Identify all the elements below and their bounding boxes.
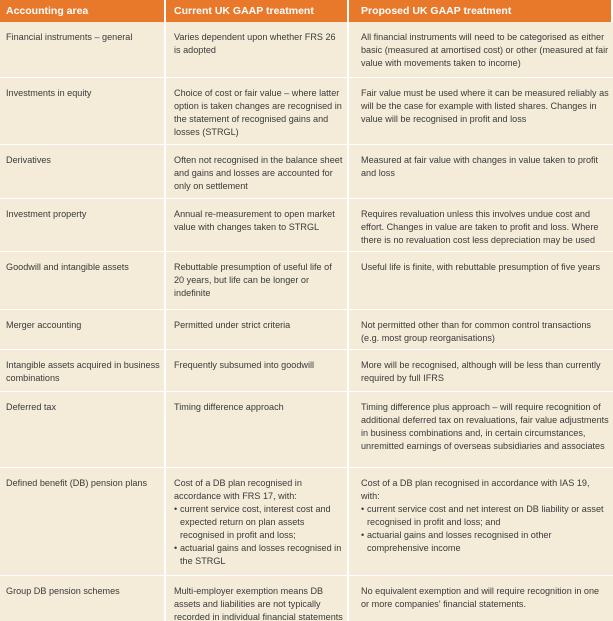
row-area-cell: Goodwill and intangible assets [0,252,166,310]
row-area-cell: Group DB pension schemes [0,576,166,621]
row-area-cell: Derivatives [0,145,166,199]
row-proposed-intro: Cost of a DB plan recognised in accordance with IAS 19, with: [361,478,590,501]
header-proposed-treatment: Proposed UK GAAP treatment [349,0,613,22]
row-proposed-cell: No equivalent exemption and will require recognition in one or more companies' financial statements. [361,586,600,609]
proposed-bullet-list [361,503,609,555]
row-proposed-cell: Requires revaluation unless this involves undue cost and effort. Changes in value are taken to profit and loss. Where there is no revaluation cost less depreciation may be used [349,199,613,252]
row-proposed-cell [349,468,613,576]
row-current-cell: Choice of cost or fair value – where latter option is taken changes are recognised in the statement of recognised gains and losses (STRGL) [166,78,349,145]
row-current-cell [166,468,349,576]
row-proposed-cell: Fair value must be used where it can be measured reliably as will be the case for example with listed shares. Changes in value will be recognised in profit and loss [349,78,613,145]
row-proposed-cell: All financial instruments will need to be categorised as either basic (measured at amortised cost) or other (measured at fair value with movements taken to income) [349,22,613,78]
row-current-cell: Often not recognised in the balance sheet and gains and losses are accounted for only on settlement [166,145,349,199]
row-current-intro: Cost of a DB plan recognised in accordance with FRS 17, with: [174,478,302,501]
row-proposed-cell: Useful life is finite, with rebuttable presumption of five years [349,252,613,310]
row-current-cell: Permitted under strict criteria [166,310,349,350]
header-accounting-area: Accounting area [0,0,166,22]
row-current-cell: Rebuttable presumption of useful life of 20 years, but life can be longer or indefinite [166,252,349,310]
row-current-cell: Varies dependent upon whether FRS 26 is adopted [166,22,349,78]
row-area-cell: Investments in equity [0,78,166,145]
row-current-cell: Multi-employer exemption means DB assets and liabilities are not typically recorded in individual financial statements [166,576,349,621]
current-bullet-item: • actuarial gains and losses recognised in the STRGL [174,542,343,568]
row-area-cell: Deferred tax [0,392,166,468]
row-area-cell: Investment property [0,199,166,252]
header-current-treatment: Current UK GAAP treatment [166,0,349,22]
current-bullet-item: • current service cost, interest cost and expected return on plan assets recognised in profit and loss; [174,503,343,542]
proposed-bullet-item: • current service cost and net interest on DB liability or asset recognised in profit and loss; and [361,503,609,529]
row-proposed-cell: Not permitted other than for common control transactions (e.g. most group reorganisations) [349,310,613,350]
row-current-cell: Frequently subsumed into goodwill [166,350,349,392]
row-current-cell: Timing difference approach [166,392,349,468]
row-area-cell: Defined benefit (DB) pension plans [0,468,166,576]
row-area-cell: Financial instruments – general [0,22,166,78]
row-area-cell: Merger accounting [0,310,166,350]
row-proposed-cell: Measured at fair value with changes in value taken to profit and loss [349,145,613,199]
row-current-cell: Annual re-measurement to open market value with changes taken to STRGL [166,199,349,252]
row-proposed-cell: Timing difference plus approach – will require recognition of additional deferred tax on revaluations, fair value adjustments in business combinations and, in certain circumstances, unremitted earnings of overseas subsidiaries and associates [349,392,613,468]
row-proposed-cell: More will be recognised, although will be less than currently required by full IFRS [349,350,613,392]
current-bullet-list [174,503,343,568]
proposed-bullet-item: • actuarial gains and losses recognised in other comprehensive income [361,529,609,555]
row-area-cell: Intangible assets acquired in business combinations [0,350,166,392]
